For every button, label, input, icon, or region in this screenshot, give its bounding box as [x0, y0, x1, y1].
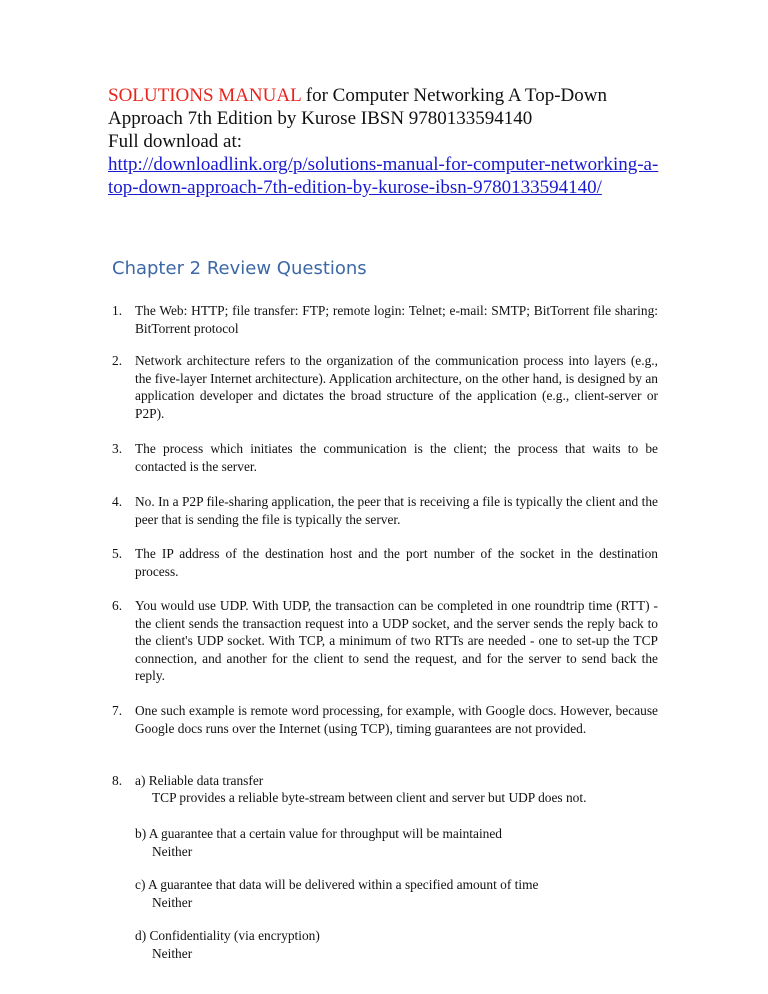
q8-a-answer-block [135, 789, 675, 807]
title-line-1 [108, 84, 678, 107]
question-text: Network architecture refers to the organization of the communication process into layers (e.g., the five-layer Internet architecture). Application architecture, on the other hand, is designed by an application developer and dictates the broad structure of the application (e.g., client-server or P2P). [135, 353, 658, 421]
question-number: 2. [112, 353, 123, 368]
question-text: The process which initiates the communication is the client; the process that waits to be contacted is the server. [135, 441, 658, 474]
q8-b-answer: Neither [152, 843, 193, 859]
question-number: 8. [112, 773, 123, 788]
question-number: 4. [112, 494, 123, 509]
question-8 [112, 772, 658, 790]
q8-c-answer: Neither [152, 894, 193, 910]
question-text: The Web: HTTP; file transfer: FTP; remote login: Telnet; e-mail: SMTP; BitTorrent file sharing: BitTorrent protocol [135, 303, 658, 336]
question-number: 3. [112, 441, 123, 456]
question-number: 7. [112, 703, 123, 718]
q8-a-answer: TCP provides a reliable byte-stream between client and server but UDP does not. [152, 790, 587, 805]
question-text: No. In a P2P file-sharing application, the peer that is receiving a file is typically the client and the peer that is sending the file is typically the server. [135, 494, 658, 527]
q8-d-block [135, 927, 675, 962]
question-text: You would use UDP. With UDP, the transaction can be completed in one roundtrip time (RTT) - the client sends the transaction request into a UDP socket, and the server sends the reply back to the client's UDP socket. With TCP, a minimum of two RTTs are needed - one to set-up the TCP connection, and another for the client to send the request, and for the server to send back the reply. [135, 598, 658, 684]
chapter-title: Chapter 2 Review Questions [112, 258, 367, 279]
question-text: One such example is remote word processing, for example, with Google docs. However, because Google docs runs over the Internet (using TCP), timing guarantees are not provided. [135, 703, 658, 736]
question-6 [112, 597, 658, 685]
q8-c-block [135, 876, 675, 911]
question-text: The IP address of the destination host and the port number of the socket in the destination process. [135, 546, 658, 579]
question-1 [112, 302, 658, 337]
question-4 [112, 493, 658, 528]
download-link-line-1[interactable]: http://downloadlink.org/p/solutions-manual-for-computer-networking-a- [108, 154, 659, 175]
title-line-2: Approach 7th Edition by Kurose IBSN 9780133594140 [108, 108, 533, 129]
q8-b-block [135, 825, 675, 860]
q8-c-label: c) A guarantee that data will be delivered within a specified amount of time [135, 877, 539, 892]
question-number: 6. [112, 598, 123, 613]
q8-b-label: b) A guarantee that a certain value for throughput will be maintained [135, 826, 502, 841]
question-7 [112, 702, 658, 737]
title-rest: for Computer Networking A Top-Down [301, 85, 607, 106]
question-3 [112, 440, 658, 475]
q8-d-answer: Neither [152, 945, 193, 961]
download-label: Full download at: [108, 131, 243, 152]
solutions-manual-label: SOLUTIONS MANUAL [108, 85, 301, 106]
question-5 [112, 545, 658, 580]
question-number: 1. [112, 303, 123, 318]
q8-d-label: d) Confidentiality (via encryption) [135, 928, 320, 943]
q8-a-label: a) Reliable data transfer [135, 773, 264, 788]
header-block [108, 84, 678, 199]
download-link-line-2[interactable]: top-down-approach-7th-edition-by-kurose-ibsn-9780133594140/ [108, 177, 602, 198]
question-2 [112, 352, 658, 422]
question-number: 5. [112, 546, 123, 561]
